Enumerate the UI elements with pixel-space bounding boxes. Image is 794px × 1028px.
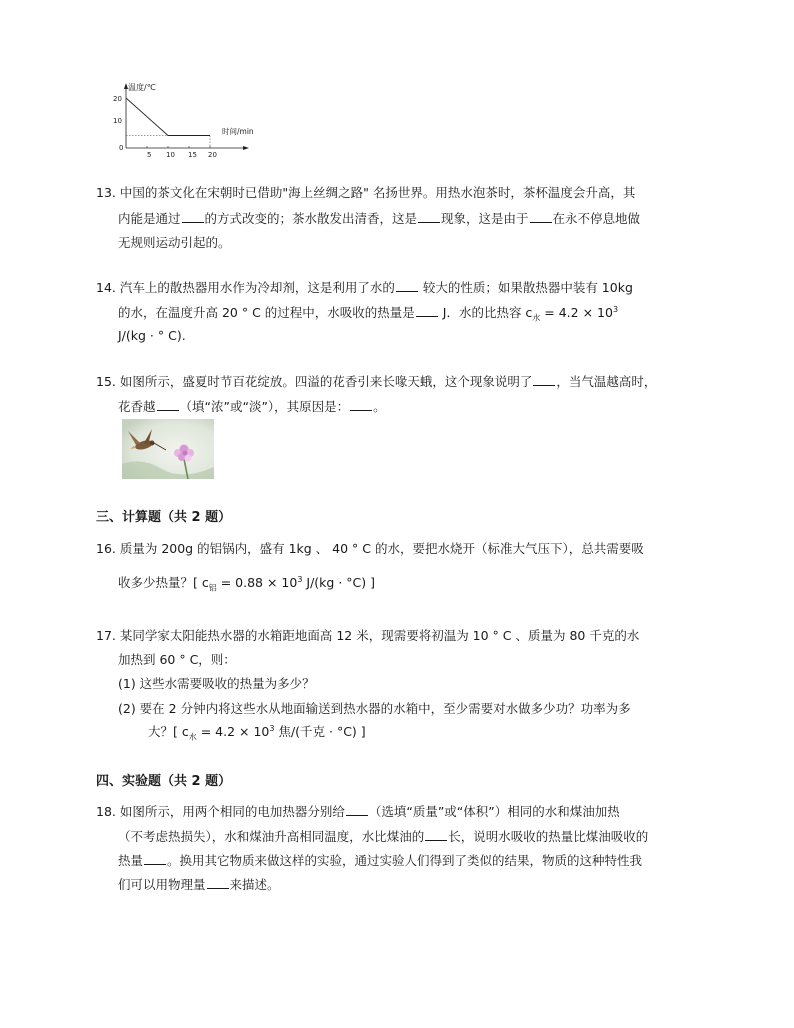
q15-blank1[interactable] (533, 373, 555, 386)
q13-blank1[interactable] (182, 210, 204, 223)
xtick-15: 15 (188, 151, 197, 159)
q14-line2: 的水，在温度升高 20 ° C 的过程中，水吸收的热量是 J．水的比热容 $c_水 = 4.2 \times 10^3$ (118, 304, 619, 323)
section-experiment-title: 四、实验题（共 2 题） (96, 774, 232, 789)
q15-blank3[interactable] (350, 398, 372, 411)
q14-line1: 14. 汽车上的散热器用水作为冷却剂，这是利用了水的 较大的性质；如果散热器中装有 10kg (96, 280, 633, 295)
x-arrow (243, 146, 249, 150)
q17-line2: 加热到 60 ° C，则： (118, 652, 236, 667)
q16-line1: 16. 质量为 200g 的铝锅内，盛有 1kg 、 40 ° C 的水，要把水烧开（标准大气压下），总共需要吸 (96, 541, 644, 556)
q17-sub3: 大？[ $c_水 = 4.2 \times 10^3$ 焦/(千克 · °C) ] (148, 723, 366, 742)
q13-line2: 内能是通过 的方式改变的；茶水散发出清香，这是 现象，这是由于 在永不停息地做 (118, 211, 641, 226)
q17-sub2: (2) 要在 2 分钟内将这些水从地面输送到热水器的水箱中，至少需要对水做多少功？功率为多 (118, 701, 631, 716)
q15-line1: 15. 如图所示，盛夏时节百花绽放。四溢的花香引来长喙天蛾，这个现象说明了 ，当气温越高时， (96, 374, 657, 389)
q14-line3: J/(kg · ° C). (118, 328, 186, 343)
q18-line1: 18. 如图所示，用两个相同的电加热器分别给 （选填“质量”或“体积”）相同的水和煤油加热 (96, 804, 620, 819)
q15-blank2[interactable] (157, 398, 179, 411)
q18-blank4[interactable] (207, 876, 229, 889)
q18-line2: （不考虑热损失），水和煤油升高相同温度，水比煤油的 长，说明水吸收的热量比煤油吸收的 (118, 829, 649, 844)
temperature-time-graph (110, 80, 270, 160)
series-line (126, 98, 210, 136)
section-calculation-title: 三、计算题（共 2 题） (96, 510, 232, 525)
xtick-20: 20 (208, 151, 217, 159)
q18-blank3[interactable] (144, 852, 166, 865)
q16-line2: 收多少热量？[ $c_铝 = 0.88 \times 10^3$ J/(kg · °C) ] (118, 574, 375, 593)
q14-blank1[interactable] (396, 279, 418, 292)
q15-line2: 花香越 （填“浓”或“淡”），其原因是： 。 (118, 399, 386, 414)
q18-line3: 热量 。换用其它物质来做这样的实验，通过实验人们得到了类似的结果，物质的这种特性我 (118, 853, 643, 868)
q13-blank3[interactable] (530, 210, 552, 223)
ytick-0: 0 (119, 144, 124, 152)
q18-blank2[interactable] (425, 828, 447, 841)
y-axis-label: 温度/℃ (128, 83, 156, 92)
ytick-20: 20 (113, 95, 122, 103)
q18-blank1[interactable] (346, 803, 368, 816)
q13-line1: 13. 中国的茶文化在宋朝时已借助"海上丝绸之路" 名扬世界。用热水泡茶时，茶杯温度会升高，其 (96, 185, 636, 200)
xtick-10: 10 (166, 151, 175, 159)
q14-blank2[interactable] (416, 304, 438, 317)
q17-line1: 17. 某同学家太阳能热水器的水箱距地面高 12 米，现需要将初温为 10 ° C 、质量为 80 千克的水 (96, 628, 640, 643)
x-axis-label: 时间/min (222, 127, 254, 136)
q18-line4: 们可以用物理量 来描述。 (118, 877, 280, 892)
xtick-5: 5 (147, 151, 152, 159)
q13-blank2[interactable] (418, 210, 440, 223)
ytick-10: 10 (113, 117, 122, 125)
hawkmoth-flower-image (122, 419, 214, 479)
q17-sub1: (1) 这些水需要吸收的热量为多少？ (118, 676, 315, 691)
q13-line3: 无规则运动引起的。 (118, 235, 231, 250)
